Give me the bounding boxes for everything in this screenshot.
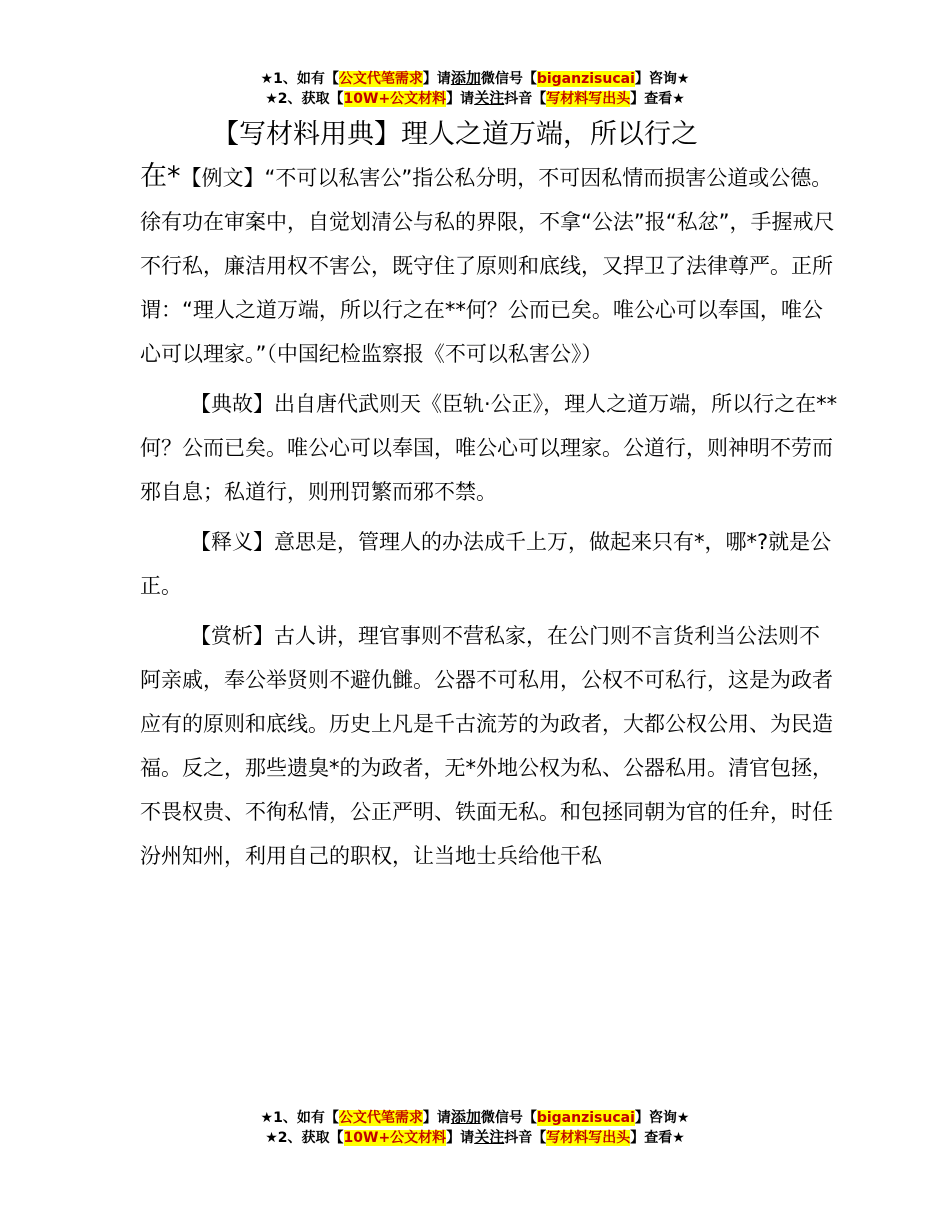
banner-wechat-id: biganzisucai (536, 1110, 635, 1126)
banner-text: 抖音【 (504, 91, 547, 107)
banner-text: 】请 (422, 1110, 451, 1126)
banner-highlight: 10W+公文材料 (343, 91, 447, 107)
document-title (140, 115, 840, 155)
banner-line-1 (0, 1108, 950, 1128)
title-text: 【写材料用典】理人之道万端，所以行之 (212, 119, 698, 150)
banner-text: 微信号【 (480, 71, 537, 87)
banner-text: 】请 (446, 1130, 475, 1146)
example-text: 【例文】“不可以私害公”指公私分明，不可因私情而损害公道或公德。徐有功在审案中，自觉划清公与私的界限，不拿“公法”报“私忿”，手握戒尺不行私，廉洁用权不害公，既守住了原则和底线，又捍卫了法律尊严。正所谓：“理人之道万端，所以行之在**何？公而已矣。唯公心可以奉国，唯公心可以理家。”（中国纪检监察报《不可以私害公》） (140, 166, 835, 366)
banner-text: 】请 (446, 91, 475, 107)
banner-highlight: 10W+公文材料 (343, 1130, 447, 1146)
footer-banner (0, 1108, 950, 1148)
banner-underline: 添加 (450, 1108, 481, 1126)
header-banner (0, 69, 950, 109)
paragraph-origin: 【典故】出自唐代武则天《臣轨·公正》，理人之道万端，所以行之在**何？公而已矣。唯公心可以奉国，唯公心可以理家。公道行，则神明不劳而邪自息；私道行，则刑罚繁而邪不禁。 (140, 392, 838, 504)
banner-text: 】查看★ (630, 91, 685, 107)
banner-underline: 关注 (474, 89, 505, 107)
banner-line-2 (0, 89, 950, 109)
paragraph-example (140, 155, 840, 376)
banner-highlight: 公文代笔需求 (338, 71, 423, 87)
banner-douyin-id: 写材料写出头 (546, 91, 631, 107)
banner-text: 】咨询★ (634, 71, 690, 87)
banner-text: 微信号【 (480, 1110, 537, 1126)
banner-text: 】咨询★ (634, 1110, 690, 1126)
banner-underline: 添加 (450, 69, 481, 87)
banner-text: ★2、获取【 (265, 91, 344, 107)
banner-highlight: 公文代笔需求 (338, 1110, 423, 1126)
paragraph-analysis: 【赏析】古人讲，理官事则不营私家，在公门则不言货利当公法则不阿亲戚，奉公举贤则不避仇雠。公器不可私用，公权不可私行，这是为政者应有的原则和底线。历史上凡是千古流芳的为政者，大都公权公用、为民造福。反之，那些遗臭*的为政者，无*外地公权为私、公器私用。清官包拯，不畏权贵、不徇私情，公正严明、铁面无私。和包拯同朝为官的任弁，时任汾州知州，利用自己的职权，让当地士兵给他干私 (140, 624, 833, 868)
banner-douyin-id: 写材料写出头 (546, 1130, 631, 1146)
banner-text: 】查看★ (630, 1130, 685, 1146)
banner-text: 】请 (422, 71, 451, 87)
banner-line-1 (0, 69, 950, 89)
banner-underline: 关注 (474, 1128, 505, 1146)
banner-text: ★2、获取【 (265, 1130, 344, 1146)
document-body (140, 115, 840, 884)
banner-text: ★1、如有【 (260, 1110, 339, 1126)
banner-text: 抖音【 (504, 1130, 547, 1146)
banner-line-2 (0, 1128, 950, 1148)
paragraph-meaning: 【释义】意思是，管理人的办法成千上万，做起来只有*，哪*?就是公正。 (140, 530, 832, 598)
title-tail: 在* (140, 161, 181, 192)
banner-text: ★1、如有【 (260, 71, 339, 87)
banner-wechat-id: biganzisucai (536, 71, 635, 87)
